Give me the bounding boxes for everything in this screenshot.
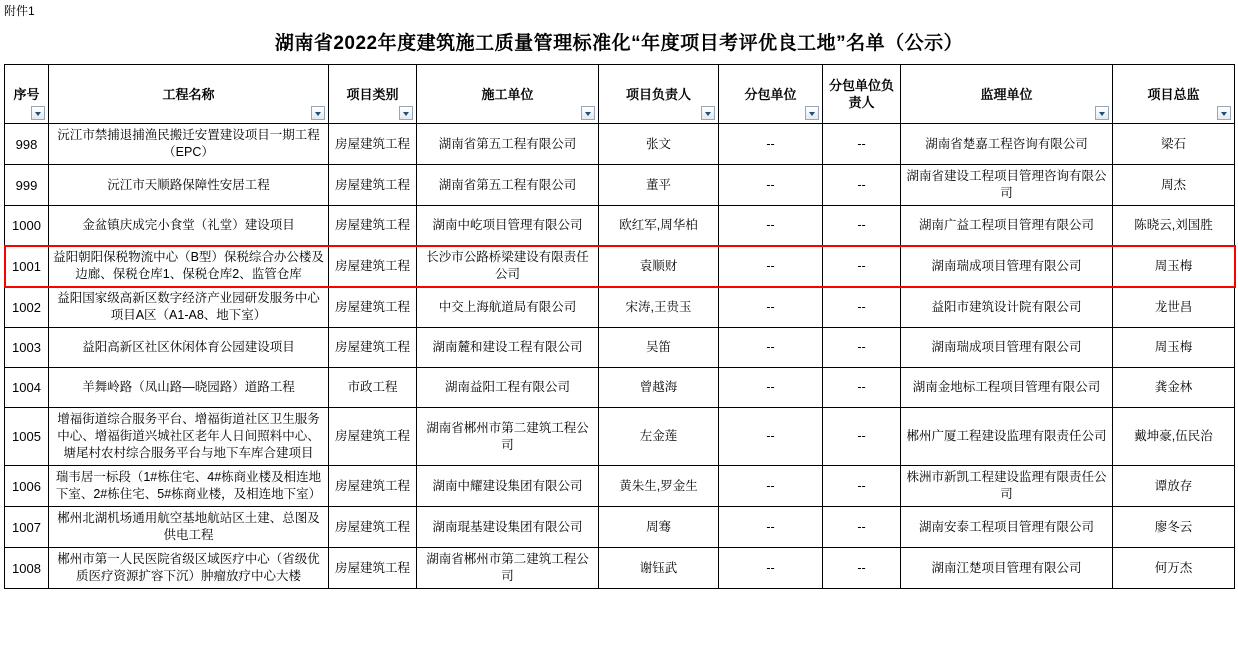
cell-chief-supervisor: 梁石 bbox=[1113, 124, 1235, 165]
column-header-chief-supervisor bbox=[1113, 65, 1235, 124]
column-header-chief-supervisor-label: 项目总监 bbox=[1147, 86, 1200, 102]
cell-subcontractor: -- bbox=[719, 368, 823, 408]
column-header-index bbox=[5, 65, 49, 124]
filter-dropdown-icon[interactable] bbox=[311, 106, 325, 120]
cell-subcontractor-leader: -- bbox=[823, 287, 901, 328]
column-header-project-leader bbox=[599, 65, 719, 124]
column-header-subcontractor-leader-label: 分包单位负责人 bbox=[828, 78, 894, 110]
table-row[interactable] bbox=[5, 206, 1235, 246]
column-header-constructor-label: 施工单位 bbox=[481, 86, 534, 102]
cell-project-type: 房屋建筑工程 bbox=[329, 328, 417, 368]
cell-subcontractor-leader: -- bbox=[823, 328, 901, 368]
cell-supervisor: 湖南瑞成项目管理有限公司 bbox=[901, 246, 1113, 287]
project-list-table-wrap bbox=[4, 64, 1234, 589]
cell-constructor: 湖南麓和建设工程有限公司 bbox=[417, 328, 599, 368]
cell-constructor: 湖南省郴州市第二建筑工程公司 bbox=[417, 548, 599, 589]
cell-index: 1005 bbox=[5, 408, 49, 466]
filter-dropdown-icon[interactable] bbox=[1217, 106, 1231, 120]
column-header-subcontractor bbox=[719, 65, 823, 124]
attachment-label: 附件1 bbox=[4, 4, 35, 18]
cell-project-type: 房屋建筑工程 bbox=[329, 507, 417, 548]
filter-dropdown-icon[interactable] bbox=[1095, 106, 1109, 120]
cell-constructor: 湖南省第五工程有限公司 bbox=[417, 165, 599, 206]
cell-subcontractor-leader: -- bbox=[823, 466, 901, 507]
cell-supervisor: 益阳市建筑设计院有限公司 bbox=[901, 287, 1113, 328]
column-header-project-type-label: 项目类别 bbox=[346, 86, 399, 102]
cell-project-leader: 吴笛 bbox=[599, 328, 719, 368]
cell-constructor: 中交上海航道局有限公司 bbox=[417, 287, 599, 328]
cell-constructor: 湖南省第五工程有限公司 bbox=[417, 124, 599, 165]
cell-chief-supervisor: 戴坤豪,伍民治 bbox=[1113, 408, 1235, 466]
cell-project-type: 房屋建筑工程 bbox=[329, 548, 417, 589]
cell-supervisor: 湖南瑞成项目管理有限公司 bbox=[901, 328, 1113, 368]
cell-subcontractor: -- bbox=[719, 408, 823, 466]
filter-dropdown-icon[interactable] bbox=[399, 106, 413, 120]
cell-subcontractor-leader: -- bbox=[823, 206, 901, 246]
cell-chief-supervisor: 廖冬云 bbox=[1113, 507, 1235, 548]
cell-project-name: 益阳高新区社区休闲体育公园建设项目 bbox=[49, 328, 329, 368]
table-row[interactable] bbox=[5, 165, 1235, 206]
column-header-project-type bbox=[329, 65, 417, 124]
cell-index: 1000 bbox=[5, 206, 49, 246]
column-header-supervisor-label: 监理单位 bbox=[980, 86, 1033, 102]
cell-constructor: 长沙市公路桥梁建设有限责任公司 bbox=[417, 246, 599, 287]
table-row[interactable] bbox=[5, 368, 1235, 408]
column-header-constructor bbox=[417, 65, 599, 124]
cell-project-leader: 周骞 bbox=[599, 507, 719, 548]
cell-project-type: 房屋建筑工程 bbox=[329, 408, 417, 466]
cell-project-name: 益阳朝阳保税物流中心（B型）保税综合办公楼及边廊、保税仓库1、保税仓库2、监管仓库 bbox=[49, 246, 329, 287]
page-title: 湖南省2022年度建筑施工质量管理标准化“年度项目考评优良工地”名单（公示） bbox=[274, 33, 964, 54]
cell-index: 999 bbox=[5, 165, 49, 206]
column-header-project-name-label: 工程名称 bbox=[162, 86, 215, 102]
cell-index: 1004 bbox=[5, 368, 49, 408]
cell-chief-supervisor: 周玉梅 bbox=[1113, 328, 1235, 368]
cell-chief-supervisor: 周玉梅 bbox=[1113, 246, 1235, 287]
cell-subcontractor: -- bbox=[719, 124, 823, 165]
cell-chief-supervisor: 周杰 bbox=[1113, 165, 1235, 206]
cell-supervisor: 郴州广厦工程建设监理有限责任公司 bbox=[901, 408, 1113, 466]
cell-project-leader: 董平 bbox=[599, 165, 719, 206]
cell-subcontractor: -- bbox=[719, 466, 823, 507]
cell-constructor: 湖南省郴州市第二建筑工程公司 bbox=[417, 408, 599, 466]
column-header-project-name bbox=[49, 65, 329, 124]
cell-project-leader: 左金莲 bbox=[599, 408, 719, 466]
cell-project-type: 房屋建筑工程 bbox=[329, 246, 417, 287]
cell-index: 1001 bbox=[5, 246, 49, 287]
cell-project-name: 增福街道综合服务平台、增福街道社区卫生服务中心、增福街道兴城社区老年人日间照料中心、塘尾村农村综合服务平台与地下车库合建项目 bbox=[49, 408, 329, 466]
cell-project-name: 益阳国家级高新区数字经济产业园研发服务中心项目A区（A1-A8、地下室） bbox=[49, 287, 329, 328]
table-row[interactable] bbox=[5, 408, 1235, 466]
table-row[interactable] bbox=[5, 328, 1235, 368]
cell-constructor: 湖南益阳工程有限公司 bbox=[417, 368, 599, 408]
cell-project-leader: 张文 bbox=[599, 124, 719, 165]
cell-subcontractor: -- bbox=[719, 548, 823, 589]
filter-dropdown-icon[interactable] bbox=[701, 106, 715, 120]
cell-constructor: 湖南中耀建设集团有限公司 bbox=[417, 466, 599, 507]
filter-dropdown-icon[interactable] bbox=[31, 106, 45, 120]
cell-subcontractor: -- bbox=[719, 206, 823, 246]
cell-subcontractor: -- bbox=[719, 165, 823, 206]
cell-supervisor: 湖南省建设工程项目管理咨询有限公司 bbox=[901, 165, 1113, 206]
cell-project-leader: 曾越海 bbox=[599, 368, 719, 408]
cell-subcontractor: -- bbox=[719, 328, 823, 368]
cell-subcontractor-leader: -- bbox=[823, 507, 901, 548]
cell-project-type: 市政工程 bbox=[329, 368, 417, 408]
cell-supervisor: 湖南安泰工程项目管理有限公司 bbox=[901, 507, 1113, 548]
table-row[interactable] bbox=[5, 548, 1235, 589]
filter-dropdown-icon[interactable] bbox=[581, 106, 595, 120]
cell-subcontractor: -- bbox=[719, 246, 823, 287]
cell-project-name: 瑞韦居一标段（1#栋住宅、4#栋商业楼及相连地下室、2#栋住宅、5#栋商业楼，及相连地下室） bbox=[49, 466, 329, 507]
cell-chief-supervisor: 龙世昌 bbox=[1113, 287, 1235, 328]
cell-subcontractor-leader: -- bbox=[823, 408, 901, 466]
cell-project-type: 房屋建筑工程 bbox=[329, 287, 417, 328]
cell-chief-supervisor: 何万杰 bbox=[1113, 548, 1235, 589]
cell-subcontractor-leader: -- bbox=[823, 124, 901, 165]
cell-index: 998 bbox=[5, 124, 49, 165]
cell-project-type: 房屋建筑工程 bbox=[329, 466, 417, 507]
cell-chief-supervisor: 谭放存 bbox=[1113, 466, 1235, 507]
cell-index: 1003 bbox=[5, 328, 49, 368]
cell-project-name: 金盆镇庆成完小食堂（礼堂）建设项目 bbox=[49, 206, 329, 246]
cell-index: 1008 bbox=[5, 548, 49, 589]
column-header-subcontractor-leader bbox=[823, 65, 901, 124]
cell-constructor: 湖南琨基建设集团有限公司 bbox=[417, 507, 599, 548]
cell-subcontractor-leader: -- bbox=[823, 368, 901, 408]
cell-subcontractor: -- bbox=[719, 507, 823, 548]
cell-project-name: 郴州北湖机场通用航空基地航站区土建、总图及供电工程 bbox=[49, 507, 329, 548]
cell-chief-supervisor: 陈晓云,刘国胜 bbox=[1113, 206, 1235, 246]
table-row-highlighted[interactable] bbox=[5, 246, 1235, 287]
column-header-project-leader-label: 项目负责人 bbox=[625, 86, 691, 102]
table-row[interactable] bbox=[5, 507, 1235, 548]
cell-project-leader: 黄朱生,罗金生 bbox=[599, 466, 719, 507]
cell-project-leader: 谢钰武 bbox=[599, 548, 719, 589]
cell-supervisor: 湖南广益工程项目管理有限公司 bbox=[901, 206, 1113, 246]
table-row[interactable] bbox=[5, 124, 1235, 165]
cell-supervisor: 湖南金地标工程项目管理有限公司 bbox=[901, 368, 1113, 408]
cell-subcontractor-leader: -- bbox=[823, 165, 901, 206]
cell-subcontractor-leader: -- bbox=[823, 246, 901, 287]
cell-project-leader: 宋涛,王贵玉 bbox=[599, 287, 719, 328]
cell-project-type: 房屋建筑工程 bbox=[329, 124, 417, 165]
cell-constructor: 湖南中屹项目管理有限公司 bbox=[417, 206, 599, 246]
cell-index: 1002 bbox=[5, 287, 49, 328]
filter-dropdown-icon[interactable] bbox=[805, 106, 819, 120]
cell-subcontractor-leader: -- bbox=[823, 548, 901, 589]
table-row[interactable] bbox=[5, 287, 1235, 328]
cell-chief-supervisor: 龚金林 bbox=[1113, 368, 1235, 408]
cell-project-name: 羊舞岭路（凤山路—晓园路）道路工程 bbox=[49, 368, 329, 408]
cell-project-type: 房屋建筑工程 bbox=[329, 165, 417, 206]
column-header-supervisor bbox=[901, 65, 1113, 124]
cell-project-name: 沅江市禁捕退捕渔民搬迁安置建设项目一期工程（EPC） bbox=[49, 124, 329, 165]
table-body bbox=[5, 124, 1235, 589]
column-header-index-label: 序号 bbox=[13, 86, 40, 102]
cell-index: 1006 bbox=[5, 466, 49, 507]
cell-project-leader: 欧红军,周华柏 bbox=[599, 206, 719, 246]
cell-supervisor: 湖南省楚嘉工程咨询有限公司 bbox=[901, 124, 1113, 165]
cell-project-name: 沅江市天顺路保障性安居工程 bbox=[49, 165, 329, 206]
table-header-row bbox=[5, 65, 1235, 124]
cell-project-type: 房屋建筑工程 bbox=[329, 206, 417, 246]
cell-index: 1007 bbox=[5, 507, 49, 548]
cell-supervisor: 湖南江楚项目管理有限公司 bbox=[901, 548, 1113, 589]
cell-project-leader: 袁顺财 bbox=[599, 246, 719, 287]
column-header-subcontractor-label: 分包单位 bbox=[744, 86, 797, 102]
project-list-table bbox=[4, 64, 1235, 589]
cell-subcontractor: -- bbox=[719, 287, 823, 328]
cell-supervisor: 株洲市新凯工程建设监理有限责任公司 bbox=[901, 466, 1113, 507]
table-row[interactable] bbox=[5, 466, 1235, 507]
cell-project-name: 郴州市第一人民医院省级区域医疗中心（省级优质医疗资源扩容下沉）肿瘤放疗中心大楼 bbox=[49, 548, 329, 589]
